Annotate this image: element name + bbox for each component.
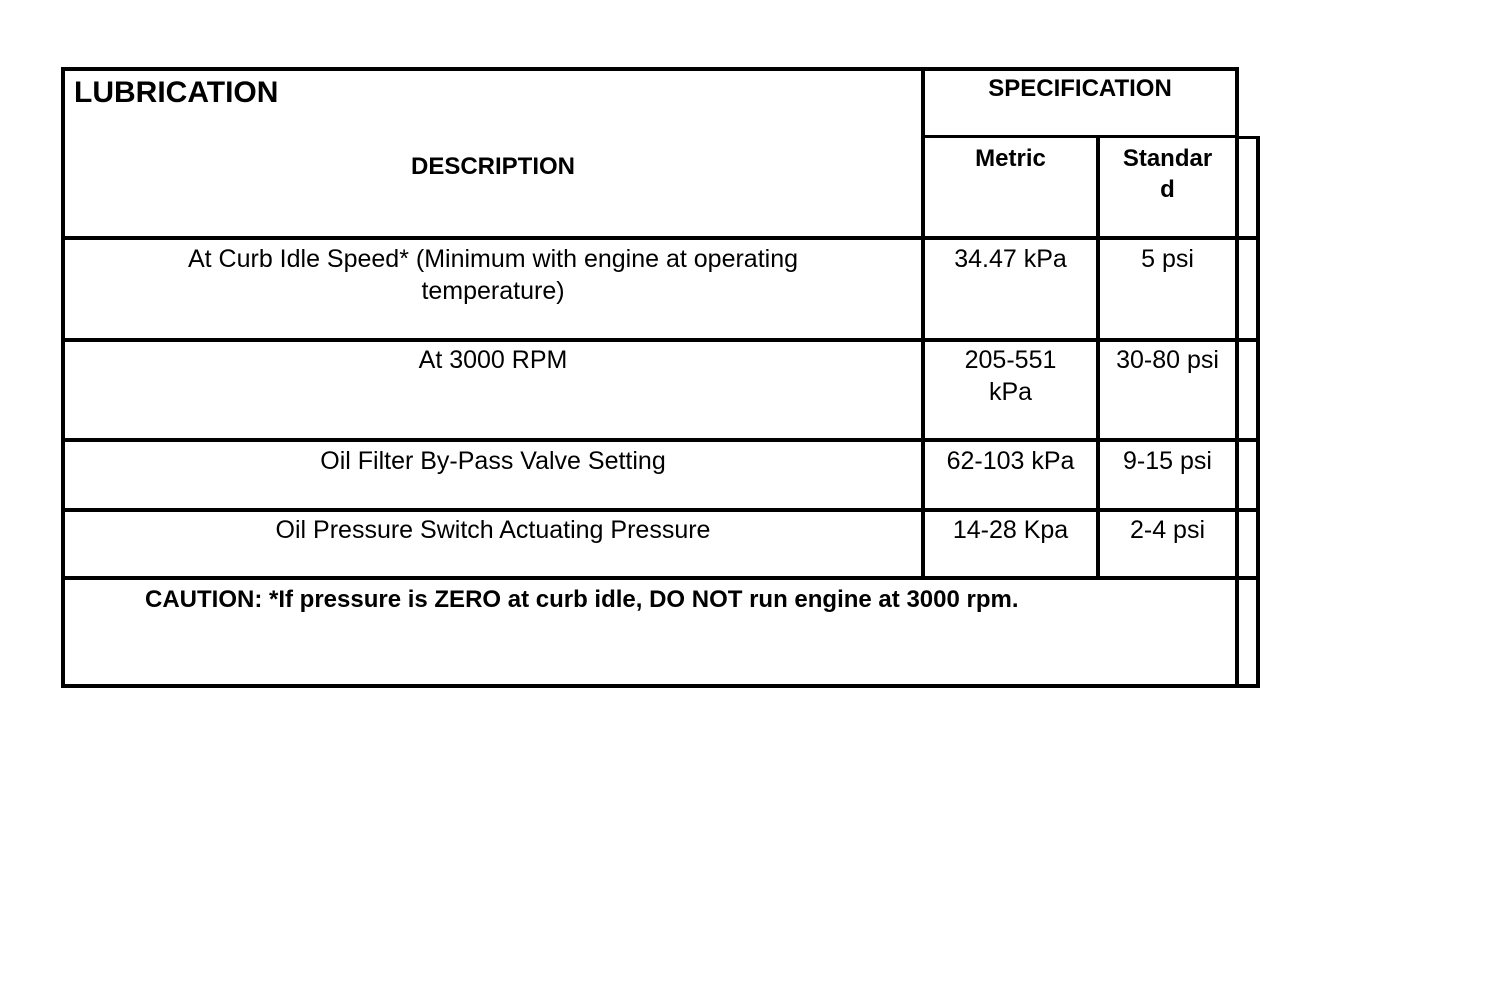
row-metric-value: 205-551 [964,346,1057,374]
row-2-bottom [61,438,1260,442]
row-standard-value: 30-80 psi [1116,346,1219,374]
row-description-line1: Oil Filter By-Pass Valve Setting [320,447,666,475]
row-standard-value: 5 psi [1141,245,1194,273]
row-metric-value: 14-28 Kpa [952,516,1069,544]
row-description-line1: At Curb Idle Speed* (Minimum with engine at operating [187,245,799,273]
row-description-line1: At 3000 RPM [418,346,568,374]
row-standard-value: 9-15 psi [1123,447,1212,475]
row-1-bottom [61,338,1260,342]
metric-header: Metric [975,145,1046,172]
standard-header-line2: d [1160,176,1175,203]
row-description-line2: temperature) [421,277,565,305]
row-4-bottom [61,576,1260,580]
header-row-bottom [61,236,1260,240]
table-border-right-outer [1256,136,1260,688]
row-description-line1: Oil Pressure Switch Actuating Pressure [275,516,711,544]
table-border-right-inner [1235,67,1239,688]
description-header: DESCRIPTION [410,153,575,180]
standard-header-line1: Standar [1122,145,1213,172]
row-metric-value: 34.47 kPa [954,245,1067,273]
table-border-bottom [61,684,1260,688]
table-border-top [61,67,1239,71]
specification-header-underline [921,135,1239,138]
specification-header: SPECIFICATION [988,75,1172,102]
row-3-bottom [61,508,1260,512]
caution-note: CAUTION: *If pressure is ZERO at curb idle, DO NOT run engine at 3000 rpm. [145,586,1019,613]
row-metric-value-line2: kPa [988,378,1033,406]
row-metric-value: 62-103 kPa [946,447,1075,475]
table-title: LUBRICATION [74,76,279,109]
row-standard-value: 2-4 psi [1129,516,1206,544]
